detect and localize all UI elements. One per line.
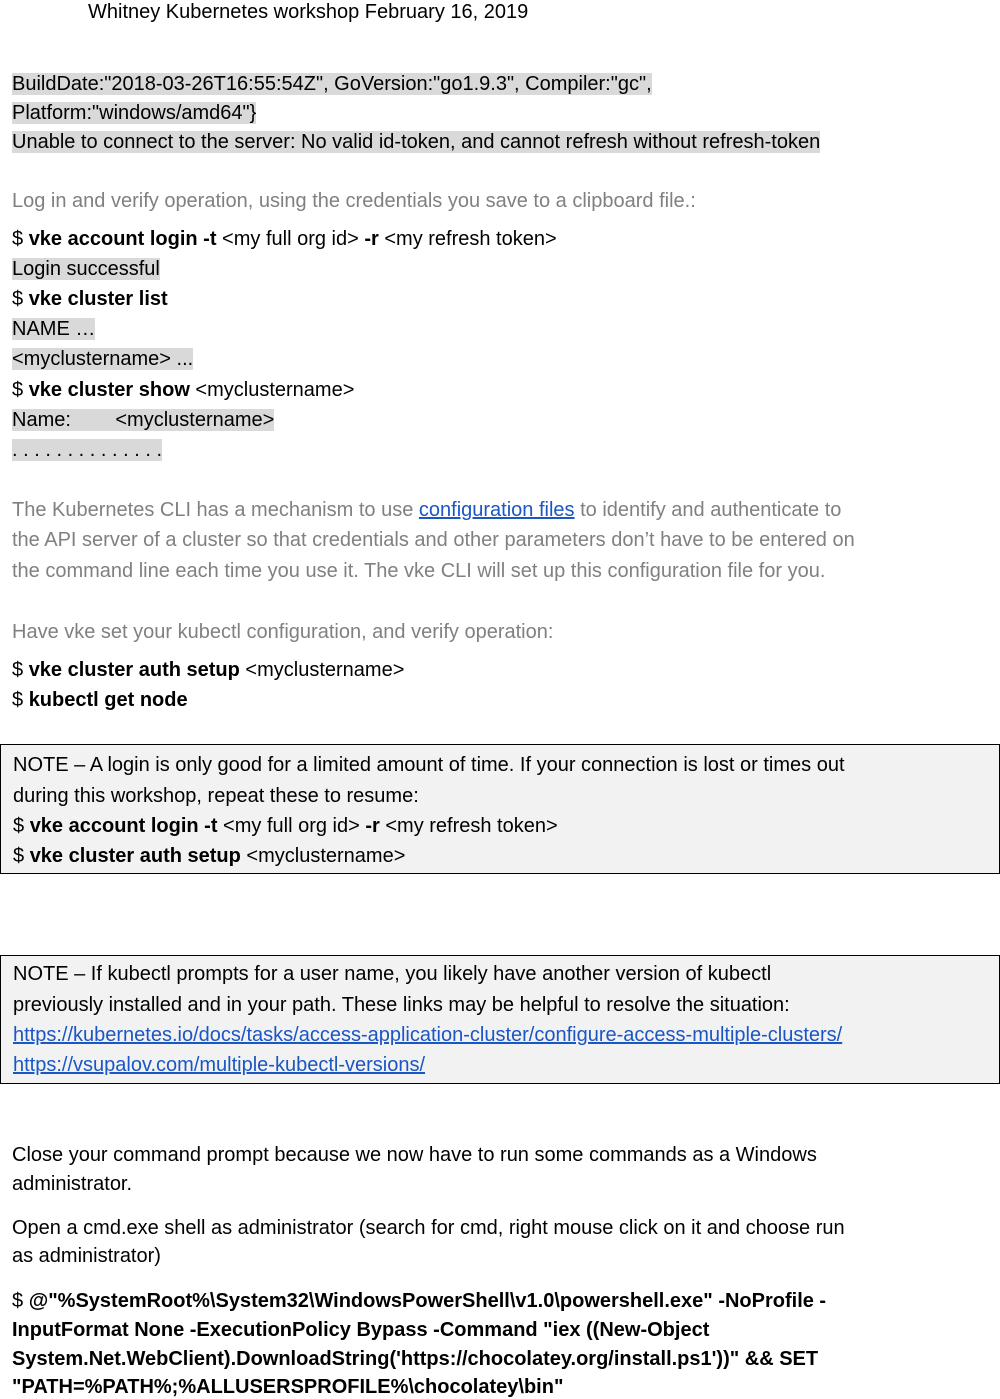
kubernetes-docs-link[interactable]: https://kubernetes.io/docs/tasks/access-application-cluster/configure-access-multiple-clusters/ xyxy=(13,1024,843,1046)
cli-paragraph-line1: The Kubernetes CLI has a mechanism to use configuration files to identify and authenticate to xyxy=(12,499,842,521)
error-output: Unable to connect to the server: No valid id-token, and cannot refresh without refresh-token xyxy=(12,131,821,153)
note2-link1 xyxy=(13,1023,842,1047)
login-intro: Log in and verify operation, using the credentials you save to a clipboard file.: xyxy=(12,190,696,212)
choco-cmd-line2: InputFormat None -ExecutionPolicy Bypass -Command "iex ((New-Object xyxy=(12,1319,710,1341)
choco-cmd-line4: "PATH=%PATH%;%ALLUSERSPROFILE%\chocolatey\bin" xyxy=(12,1376,564,1398)
admin-para2-line1: Open a cmd.exe shell as administrator (search for cmd, right mouse click on it and choose run xyxy=(12,1217,845,1239)
note1-cmd-login: $ vke account login -t <my full org id> -r <my refresh token> xyxy=(13,815,558,837)
cluster-show-output: Name: <myclustername> xyxy=(12,409,275,431)
cmd-account-login: $ vke account login -t <my full org id> -r <my refresh token> xyxy=(12,228,557,250)
cli-paragraph-line2: the API server of a cluster so that credentials and other parameters don’t have to be entered on xyxy=(12,529,855,551)
note-login-timeout xyxy=(0,744,1000,874)
build-output-line1: BuildDate:"2018-03-26T16:55:54Z", GoVersion:"go1.9.3", Compiler:"gc", xyxy=(12,73,652,95)
kubectl-intro: Have vke set your kubectl configuration, and verify operation: xyxy=(12,621,554,643)
admin-para1-line2: administrator. xyxy=(12,1173,133,1195)
note2-link2 xyxy=(13,1053,425,1077)
vsupalov-link[interactable]: https://vsupalov.com/multiple-kubectl-versions/ xyxy=(13,1054,426,1076)
cmd-auth-setup: $ vke cluster auth setup <myclustername> xyxy=(12,659,405,681)
admin-para1-line1: Close your command prompt because we now have to run some commands as a Windows xyxy=(12,1144,817,1166)
note1-line1: NOTE – A login is only good for a limited amount of time. If your connection is lost or times out xyxy=(13,754,845,776)
login-output: Login successful xyxy=(12,258,160,280)
note1-cmd-auth-setup: $ vke cluster auth setup <myclustername> xyxy=(13,845,406,867)
note1-line2: during this workshop, repeat these to resume: xyxy=(13,785,419,807)
cli-paragraph-line3: the command line each time you use it. The vke CLI will set up this configuration file for you. xyxy=(12,560,826,582)
choco-cmd-line3: System.Net.WebClient).DownloadString('https://chocolatey.org/install.ps1'))" && SET xyxy=(12,1348,819,1370)
cmd-kubectl-get-node: $ kubectl get node xyxy=(12,689,188,711)
choco-cmd-line1: $ @"%SystemRoot%\System32\WindowsPowerShell\v1.0\powershell.exe" -NoProfile - xyxy=(12,1290,827,1312)
cluster-show-ellipsis: . . . . . . . . . . . . . . xyxy=(12,439,163,461)
cluster-list-header: NAME … xyxy=(12,318,96,340)
configuration-files-link[interactable]: configuration files xyxy=(418,499,575,521)
note2-line1: NOTE – If kubectl prompts for a user name, you likely have another version of kubectl xyxy=(13,963,772,985)
cmd-cluster-list: $ vke cluster list xyxy=(12,288,168,310)
build-output-line2: Platform:"windows/amd64"} xyxy=(12,102,257,124)
admin-para2-line2: as administrator) xyxy=(12,1245,161,1267)
note2-line2: previously installed and in your path. These links may be helpful to resolve the situation: xyxy=(13,994,790,1016)
note-kubectl-version xyxy=(0,955,1000,1084)
page-header: Whitney Kubernetes workshop February 16, 2019 xyxy=(88,1,529,23)
cluster-list-row: <myclustername> ... xyxy=(12,348,194,370)
cmd-cluster-show: $ vke cluster show <myclustername> xyxy=(12,379,355,401)
